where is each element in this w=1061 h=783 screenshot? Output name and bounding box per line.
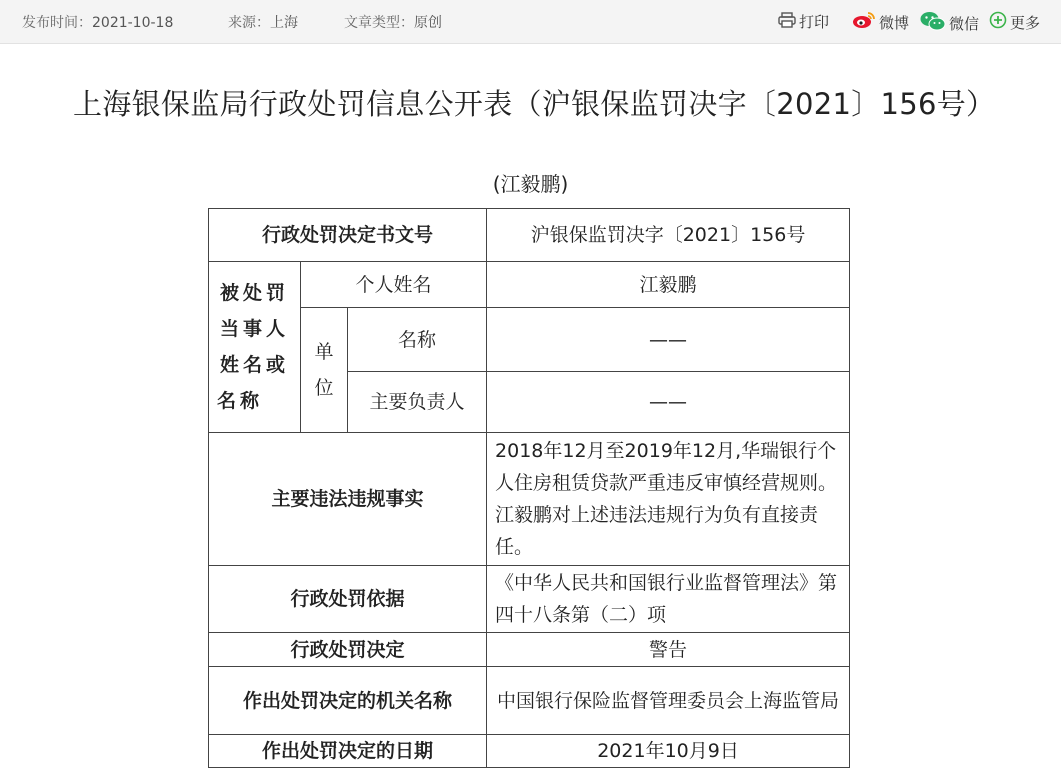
unit-head-value: —— [487,372,850,433]
more-share-button[interactable] [989,11,1040,33]
unit-name-value: —— [487,308,850,372]
plus-circle-icon [989,11,1007,33]
doc-no-value: 沪银保监罚决字〔2021〕156号 [487,209,850,262]
weibo-icon [852,11,876,33]
decision-value: 警告 [487,633,850,667]
basis-label: 行政处罚依据 [209,566,487,633]
authority-label: 作出处罚决定的机关名称 [209,667,487,735]
date-label: 作出处罚决定的日期 [209,735,487,768]
doc-no-label: 行政处罚决定书文号 [209,209,487,262]
source-label: 来源： [228,15,270,31]
party-label [209,262,301,433]
date-value: 2021年10月9日 [487,735,850,768]
table-row [209,262,850,308]
table-subtitle: (江毅鹏) [492,172,569,196]
authority-value: 中国银行保险监督管理委员会上海监管局 [487,667,850,735]
publish-time-label: 发布时间： [22,15,92,31]
table-row [209,308,850,372]
print-button[interactable] [778,11,829,32]
person-name-label: 个人姓名 [301,262,487,308]
facts-value: 2018年12月至2019年12月,华瑞银行个人住房租赁贷款严重违反审慎经营规则。江毅鹏对上述违法违规行为负有直接责任。 [487,433,850,566]
publish-time [22,12,173,32]
party-label-line: 名称 [217,390,264,412]
table-row [209,667,850,735]
unit-head-label: 主要负责人 [348,372,487,433]
unit-label-line: 位 [314,377,334,399]
unit-label-line: 单 [314,341,334,363]
party-label-line: 姓名或 [219,354,289,376]
weibo-label: 微博 [879,13,910,32]
print-label: 打印 [799,13,830,31]
unit-label [301,308,348,433]
weibo-share-button[interactable] [852,11,909,33]
wechat-label: 微信 [949,14,980,33]
table-row [209,433,850,566]
page-title: 上海银保监局行政处罚信息公开表（沪银保监罚决字〔2021〕156号） [73,87,996,121]
publish-time-value: 2021-10-18 [92,15,174,31]
table-row [209,735,850,768]
table-row [209,566,850,633]
party-label-line: 被处罚 [219,282,289,304]
basis-value: 《中华人民共和国银行业监督管理法》第四十八条第（二）项 [487,566,850,633]
penalty-info-table [208,208,850,768]
table-row [209,209,850,262]
printer-icon [778,12,796,32]
wechat-icon [920,11,946,35]
source [228,12,298,32]
table-row [209,633,850,667]
article-type-label: 文章类型： [344,15,414,31]
more-label: 更多 [1010,13,1041,32]
article-type [344,12,442,32]
article-type-value: 原创 [414,15,442,31]
facts-label: 主要违法违规事实 [209,433,487,566]
person-name-value: 江毅鹏 [487,262,850,308]
article-meta-bar [0,0,1061,44]
party-label-line: 当事人 [219,318,289,340]
decision-label: 行政处罚决定 [209,633,487,667]
wechat-share-button[interactable] [920,11,979,35]
unit-name-label: 名称 [348,308,487,372]
source-value: 上海 [270,15,298,31]
